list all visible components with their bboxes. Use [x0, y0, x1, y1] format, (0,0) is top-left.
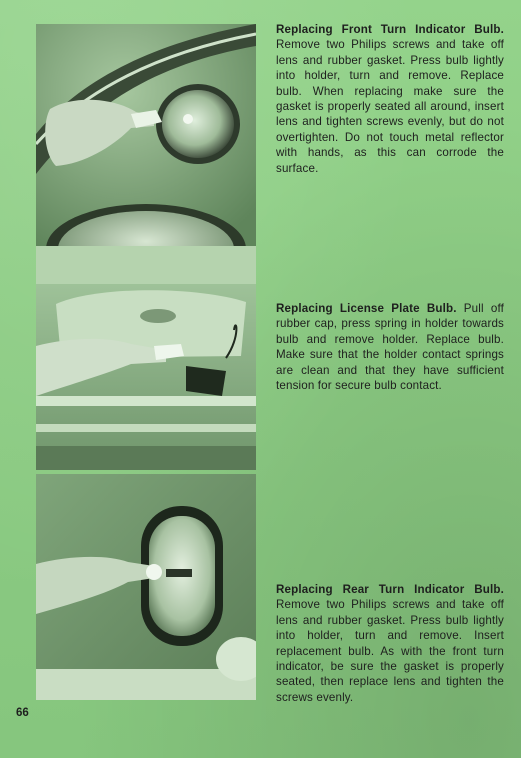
section-title: Replacing License Plate Bulb. [276, 302, 457, 315]
section-rear-turn-indicator [276, 582, 504, 705]
photo-front-turn-indicator [36, 24, 256, 246]
section-body: Pull off rubber cap, press spring in holder towards bulb and remove holder. Replace bulb. Make sure that the holder contact springs are clean and that they have sufficient tension for secure bulb contact. [276, 302, 504, 393]
section-license-plate-bulb [276, 301, 504, 393]
photo-license-plate-bulb [36, 246, 256, 470]
section-body: Remove two Philips screws and take off lens and rubber gasket. Press bulb lightly into holder, turn and remove. Replace bulb. When replacing make sure the gasket is properly seated all around, insert lens and tighten screws evenly, but do not overtighten. Do not touch metal reflector with hands, as this can corrode the surface. [276, 38, 504, 175]
photo-rear-turn-indicator [36, 474, 256, 700]
page-number: 66 [16, 707, 29, 719]
section-front-turn-indicator [276, 22, 504, 176]
section-title: Replacing Front Turn Indicator Bulb. [276, 23, 504, 36]
section-title: Replacing Rear Turn Indicator Bulb. [276, 583, 504, 596]
section-body: Remove two Philips screws and take off lens and rubber gasket. Press bulb lightly into holder, turn and remove. Insert replacement bulb. As with the front turn indicator, be sure the gasket is properly seated, then replace lens and tighten the screws evenly. [276, 598, 504, 704]
